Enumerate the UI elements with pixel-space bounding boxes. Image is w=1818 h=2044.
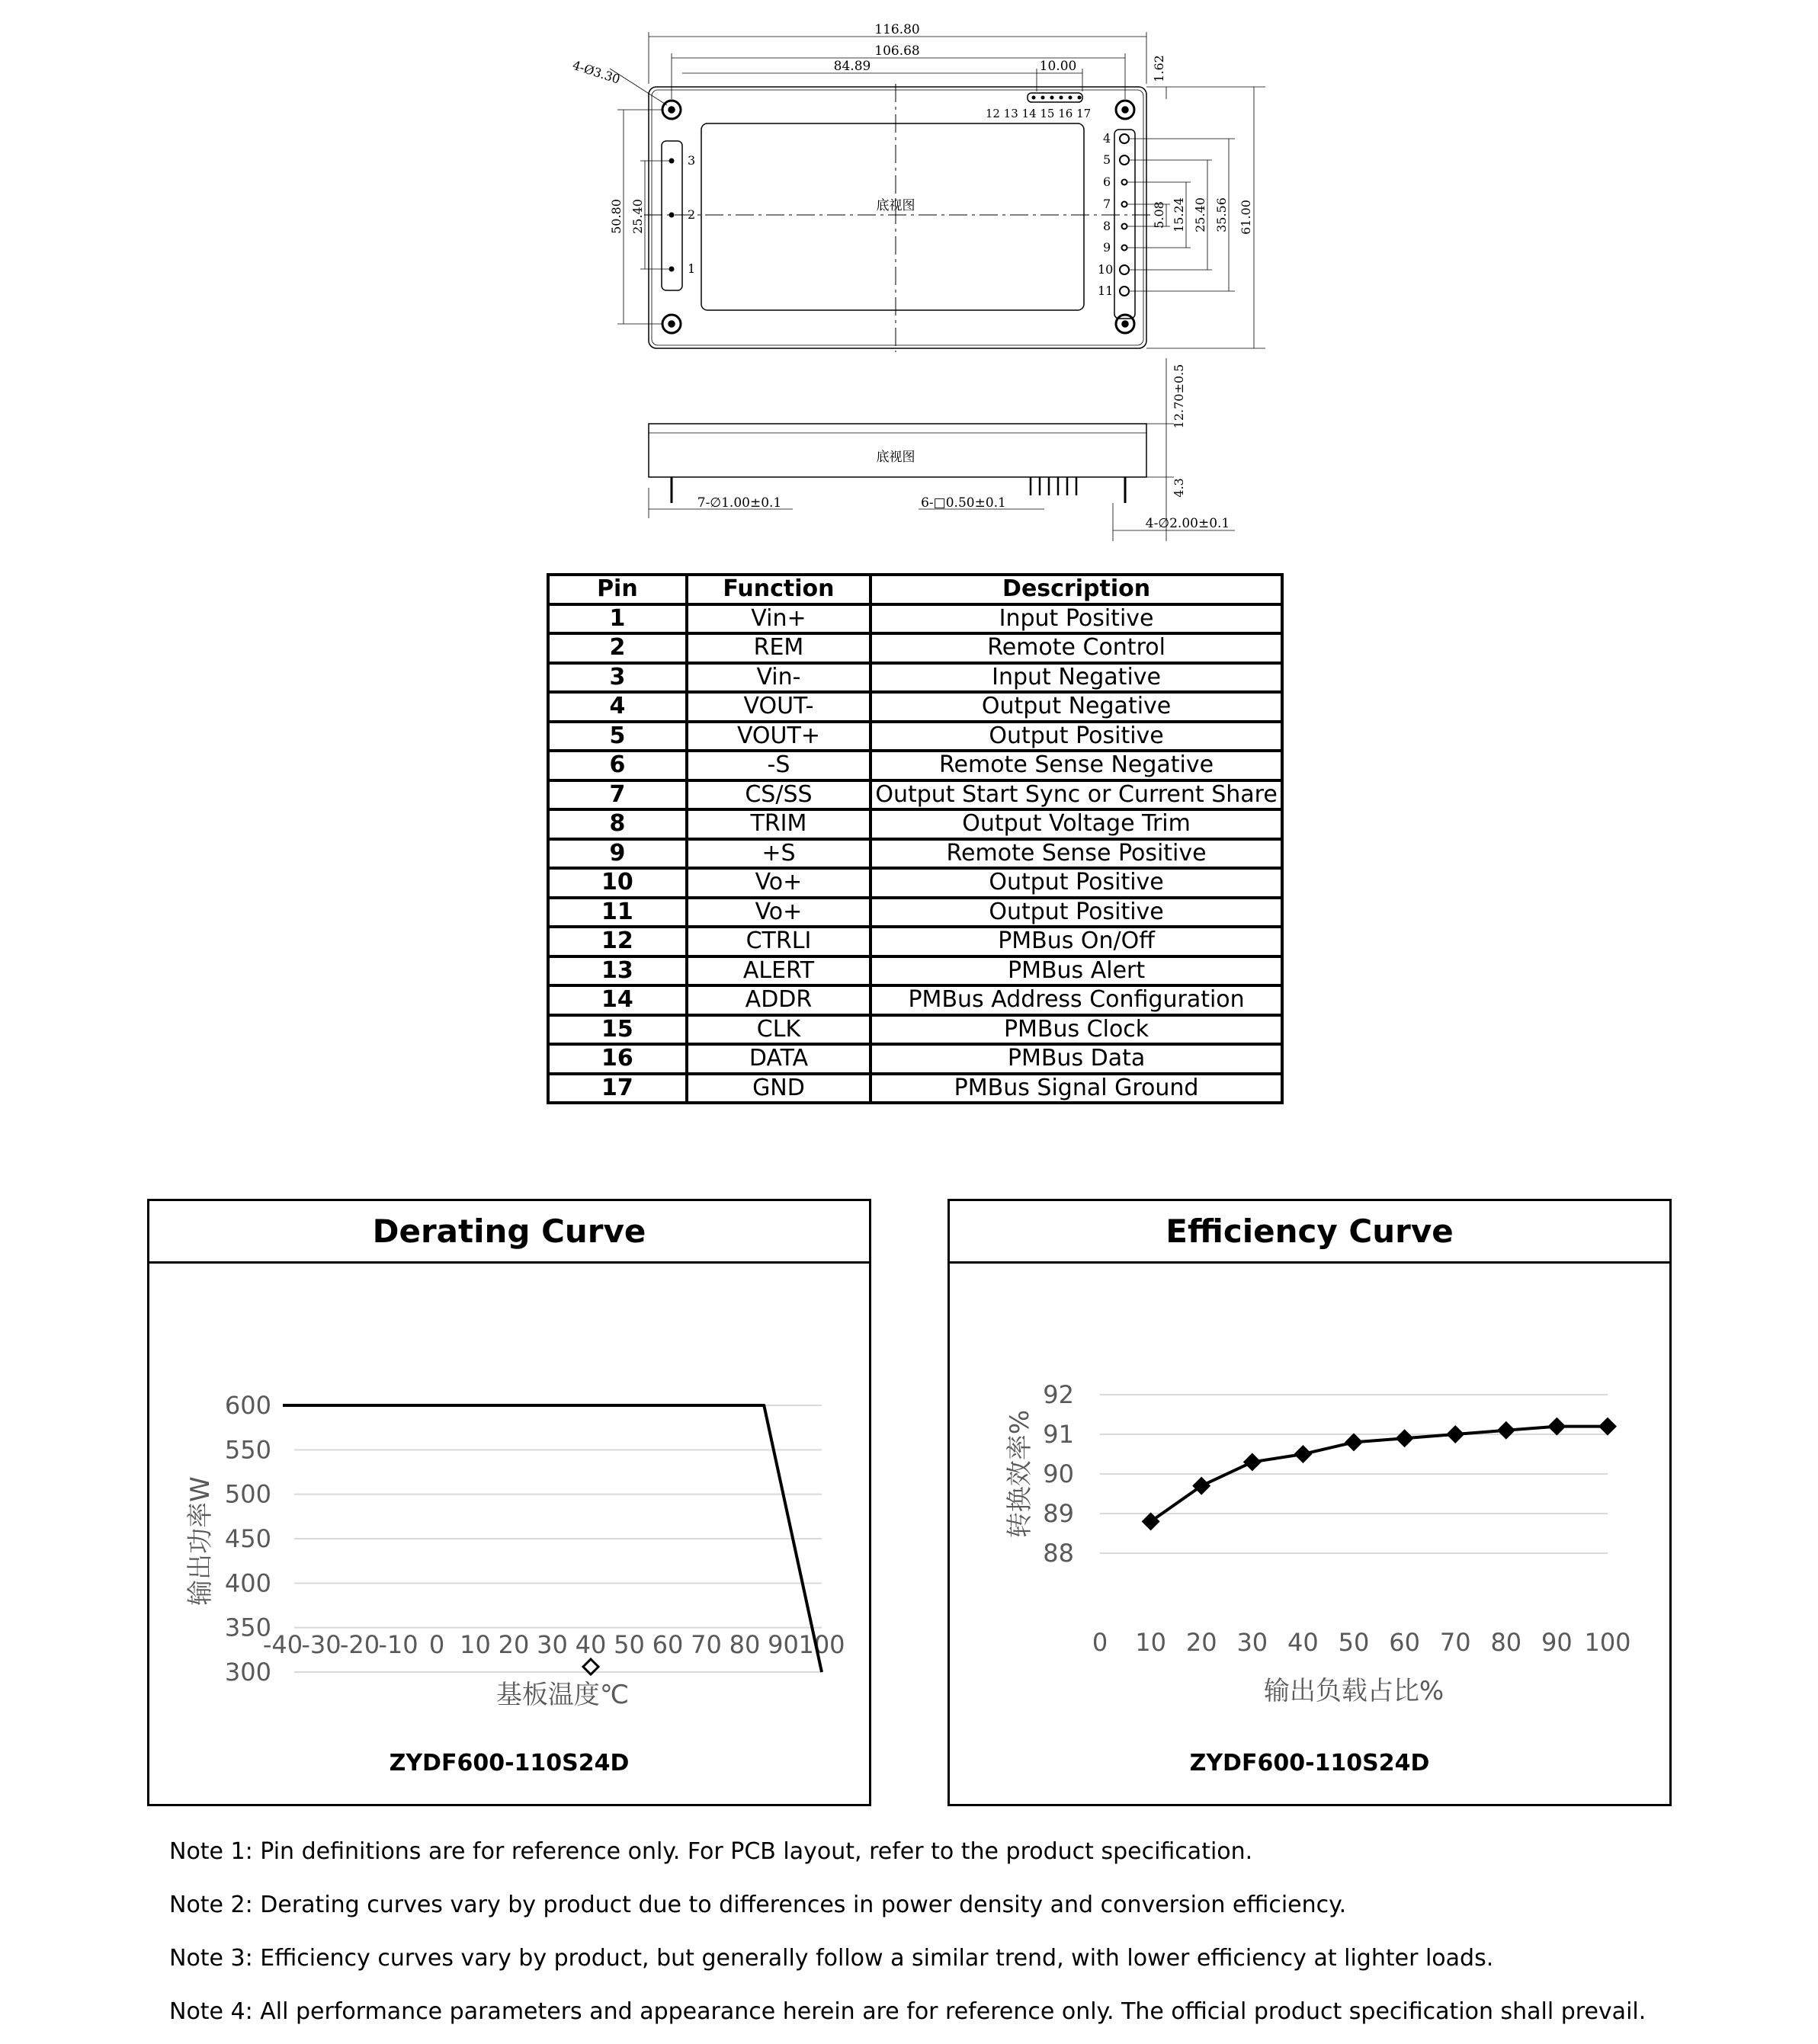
pin-function: Vin+ xyxy=(687,604,871,634)
x-tick-label: 80 xyxy=(729,1630,761,1659)
y-tick-label: 90 xyxy=(1043,1459,1074,1488)
table-row xyxy=(548,898,1282,927)
pin-number: 15 xyxy=(548,1015,687,1045)
right-pin-8: 8 xyxy=(1103,219,1111,233)
y-axis-label: 转换效率% xyxy=(1005,1409,1035,1539)
x-tick-label: 100 xyxy=(1584,1628,1631,1657)
table-row xyxy=(548,692,1282,722)
x-tick-label: -20 xyxy=(339,1630,380,1659)
table-row xyxy=(548,868,1282,898)
side-view-label: 底视图 xyxy=(876,450,915,465)
right-pin-7: 7 xyxy=(1103,197,1111,211)
y-tick-label: 92 xyxy=(1043,1380,1074,1409)
y-tick-label: 600 xyxy=(224,1391,271,1420)
pin-number: 11 xyxy=(548,898,687,927)
pin-function: Vo+ xyxy=(687,868,871,898)
pin-function: REM xyxy=(687,633,871,663)
table-row xyxy=(548,809,1282,839)
y-axis-label: 输出功率W xyxy=(185,1476,216,1606)
dim-top-margin: 1.62 xyxy=(1152,55,1166,82)
pin-number: 16 xyxy=(548,1044,687,1074)
pin-function: ADDR xyxy=(687,985,871,1015)
pin-number: 13 xyxy=(548,956,687,986)
dim-pin-offset: 84.89 xyxy=(833,59,871,74)
x-tick-label: 50 xyxy=(1338,1628,1370,1657)
derating-chart-panel xyxy=(147,1199,871,1806)
dim-right-35: 35.56 xyxy=(1214,197,1229,232)
pin-description: Input Positive xyxy=(871,604,1282,634)
note-2: Note 2: Derating curves vary by product due to differences in power density and conversion efficiency. xyxy=(169,1892,1347,1918)
dim-pins-square: 6-□0.50±0.1 xyxy=(921,495,1006,511)
data-point-marker xyxy=(1446,1425,1464,1443)
signal-pin-labels: 12 13 14 15 16 17 xyxy=(985,107,1092,120)
derating-chart xyxy=(149,1264,869,1736)
y-tick-label: 88 xyxy=(1043,1539,1074,1568)
x-tick-label: -40 xyxy=(262,1630,303,1659)
y-tick-label: 91 xyxy=(1043,1420,1074,1449)
pin-number: 4 xyxy=(548,692,687,722)
table-row xyxy=(548,839,1282,869)
data-point-marker xyxy=(1192,1477,1210,1495)
x-tick-label: 70 xyxy=(1439,1628,1471,1657)
data-point-marker xyxy=(1345,1433,1363,1451)
dim-left-hole-span: 50.80 xyxy=(609,199,624,234)
table-row xyxy=(548,604,1282,634)
pin-function: VOUT+ xyxy=(687,722,871,751)
x-tick-label: 70 xyxy=(691,1630,722,1659)
x-tick-label: -30 xyxy=(301,1630,341,1659)
x-tick-label: 90 xyxy=(768,1630,799,1659)
pin-description: PMBus Alert xyxy=(871,956,1282,986)
left-pin-3: 3 xyxy=(688,153,696,168)
x-tick-label: 80 xyxy=(1490,1628,1522,1657)
right-pin-9: 9 xyxy=(1103,240,1111,255)
pin-function: VOUT- xyxy=(687,692,871,722)
dim-overall-width: 116.80 xyxy=(874,22,920,37)
x-tick-label: 10 xyxy=(460,1630,491,1659)
x-tick-label: 10 xyxy=(1135,1628,1166,1657)
header-pin: Pin xyxy=(548,575,687,604)
x-tick-label: 30 xyxy=(537,1630,568,1659)
dim-thickness: 12.70±0.5 xyxy=(1172,364,1186,429)
pin-description: Remote Control xyxy=(871,633,1282,663)
pin-number: 5 xyxy=(548,722,687,751)
dim-pin-length: 4.3 xyxy=(1172,478,1186,498)
y-tick-label: 89 xyxy=(1043,1499,1074,1528)
efficiency-chart-panel xyxy=(947,1199,1672,1806)
y-tick-label: 400 xyxy=(224,1568,271,1598)
right-pin-6: 6 xyxy=(1103,175,1111,189)
y-tick-label: 350 xyxy=(224,1613,271,1642)
data-point-marker xyxy=(1243,1453,1262,1471)
pin-number: 3 xyxy=(548,663,687,693)
pin-description: Output Positive xyxy=(871,868,1282,898)
table-row xyxy=(548,927,1282,956)
x-tick-label: 20 xyxy=(498,1630,530,1659)
left-pin-dots xyxy=(669,159,675,272)
pin-number: 9 xyxy=(548,839,687,869)
pin-number: 10 xyxy=(548,868,687,898)
table-row xyxy=(548,751,1282,780)
table-row xyxy=(548,1074,1282,1104)
dim-left-pin-span: 25.40 xyxy=(630,199,645,234)
pin-function: CTRLI xyxy=(687,927,871,956)
x-tick-label: 40 xyxy=(575,1630,607,1659)
note-4: Note 4: All performance parameters and appearance herein are for reference only. The official product specification shall prevail. xyxy=(169,1998,1646,2025)
pin-description: Output Voltage Trim xyxy=(871,809,1282,839)
table-row xyxy=(548,1015,1282,1045)
pin-function: -S xyxy=(687,751,871,780)
table-row xyxy=(548,633,1282,663)
data-point-marker xyxy=(1598,1418,1617,1436)
x-tick-label: 90 xyxy=(1541,1628,1573,1657)
data-point-marker xyxy=(1142,1512,1160,1530)
x-tick-label: 100 xyxy=(798,1630,845,1659)
data-point-marker xyxy=(1547,1418,1566,1436)
pin-function: +S xyxy=(687,839,871,869)
pin-function: Vin- xyxy=(687,663,871,693)
data-point-marker xyxy=(1294,1445,1312,1463)
pin-description: PMBus Clock xyxy=(871,1015,1282,1045)
note-3: Note 3: Efficiency curves vary by product, but generally follow a similar trend, with lower efficiency at lighter loads. xyxy=(169,1945,1494,1972)
x-tick-label: 0 xyxy=(1092,1628,1108,1657)
pin-number: 1 xyxy=(548,604,687,634)
y-tick-label: 450 xyxy=(224,1524,271,1553)
pin-description: Input Negative xyxy=(871,663,1282,693)
efficiency-chart xyxy=(950,1264,1669,1736)
data-point-marker xyxy=(1497,1421,1515,1440)
x-axis-label: 基板温度℃ xyxy=(495,1680,630,1710)
module-outline xyxy=(649,87,1146,348)
x-tick-label: 20 xyxy=(1185,1628,1217,1657)
derating-chart-title: Derating Curve xyxy=(149,1201,869,1264)
right-pin-5: 5 xyxy=(1103,152,1111,167)
efficiency-chart-title: Efficiency Curve xyxy=(950,1201,1669,1264)
dim-overall-height: 61.00 xyxy=(1239,200,1253,235)
dim-studs: 4-∅2.00±0.1 xyxy=(1145,516,1230,531)
pin-description: Remote Sense Positive xyxy=(871,839,1282,869)
pin-number: 2 xyxy=(548,633,687,663)
table-row xyxy=(548,722,1282,751)
note-1: Note 1: Pin definitions are for reference only. For PCB layout, refer to the product specification. xyxy=(169,1838,1253,1865)
x-tick-label: 40 xyxy=(1287,1628,1319,1657)
top-view-label: 底视图 xyxy=(876,198,915,213)
dim-right-25: 25.40 xyxy=(1193,197,1207,232)
efficiency-model-label: ZYDF600-110S24D xyxy=(1189,1750,1430,1776)
pin-number: 8 xyxy=(548,809,687,839)
dim-pins-round: 7-∅1.00±0.1 xyxy=(697,495,782,511)
pin-number: 17 xyxy=(548,1074,687,1104)
dim-mount-holes: 4-Ø3.30 xyxy=(570,57,622,87)
y-tick-label: 300 xyxy=(224,1658,271,1687)
pin-description: Output Start Sync or Current Share xyxy=(871,780,1282,810)
signal-pin-header xyxy=(1028,93,1082,102)
pin-number: 12 xyxy=(548,927,687,956)
table-row xyxy=(548,1044,1282,1074)
pin-function: Vo+ xyxy=(687,898,871,927)
dim-hole-span: 106.68 xyxy=(874,43,920,59)
right-pin-4: 4 xyxy=(1103,131,1111,146)
module-label-area xyxy=(701,123,1084,310)
right-pin-10: 10 xyxy=(1098,262,1114,277)
derating-model-label: ZYDF600-110S24D xyxy=(389,1750,630,1776)
table-row xyxy=(548,956,1282,986)
header-description: Description xyxy=(871,575,1282,604)
pin-function: ALERT xyxy=(687,956,871,986)
pin-description: Output Negative xyxy=(871,692,1282,722)
pin-number: 7 xyxy=(548,780,687,810)
pin-number: 6 xyxy=(548,751,687,780)
left-pin-1: 1 xyxy=(688,261,696,276)
dim-right-5: 5.08 xyxy=(1152,201,1166,229)
pin-function: CLK xyxy=(687,1015,871,1045)
signal-pin-dots xyxy=(1032,96,1082,100)
dim-right-15: 15.24 xyxy=(1172,197,1186,232)
pin-description: Remote Sense Negative xyxy=(871,751,1282,780)
pin-description: Output Positive xyxy=(871,722,1282,751)
x-tick-label: 60 xyxy=(652,1630,684,1659)
right-pin-11: 11 xyxy=(1098,284,1114,298)
pin-description: PMBus On/Off xyxy=(871,927,1282,956)
data-point-marker xyxy=(1396,1429,1414,1447)
x-tick-label: 60 xyxy=(1389,1628,1420,1657)
pin-function: CS/SS xyxy=(687,780,871,810)
x-tick-label: 50 xyxy=(614,1630,645,1659)
pin-description: PMBus Address Configuration xyxy=(871,985,1282,1015)
x-axis-label: 输出负载占比% xyxy=(1263,1676,1444,1706)
x-tick-label: 30 xyxy=(1236,1628,1268,1657)
pin-description: Output Positive xyxy=(871,898,1282,927)
pin-definition-table xyxy=(547,573,1284,1104)
table-row xyxy=(548,663,1282,693)
left-pin-2: 2 xyxy=(688,207,696,222)
header-function: Function xyxy=(687,575,871,604)
dim-signal-span: 10.00 xyxy=(1039,59,1077,74)
y-tick-label: 500 xyxy=(224,1479,271,1509)
pin-function: TRIM xyxy=(687,809,871,839)
table-row xyxy=(548,780,1282,810)
pin-description: PMBus Data xyxy=(871,1044,1282,1074)
pin-function: GND xyxy=(687,1074,871,1104)
pin-number: 14 xyxy=(548,985,687,1015)
mechanical-drawing xyxy=(564,15,1265,549)
pin-description: PMBus Signal Ground xyxy=(871,1074,1282,1104)
table-header-row xyxy=(548,575,1282,604)
table-row xyxy=(548,985,1282,1015)
y-tick-label: 550 xyxy=(224,1435,271,1465)
x-tick-label: -10 xyxy=(378,1630,418,1659)
pin-function: DATA xyxy=(687,1044,871,1074)
x-tick-label: 0 xyxy=(428,1630,445,1659)
